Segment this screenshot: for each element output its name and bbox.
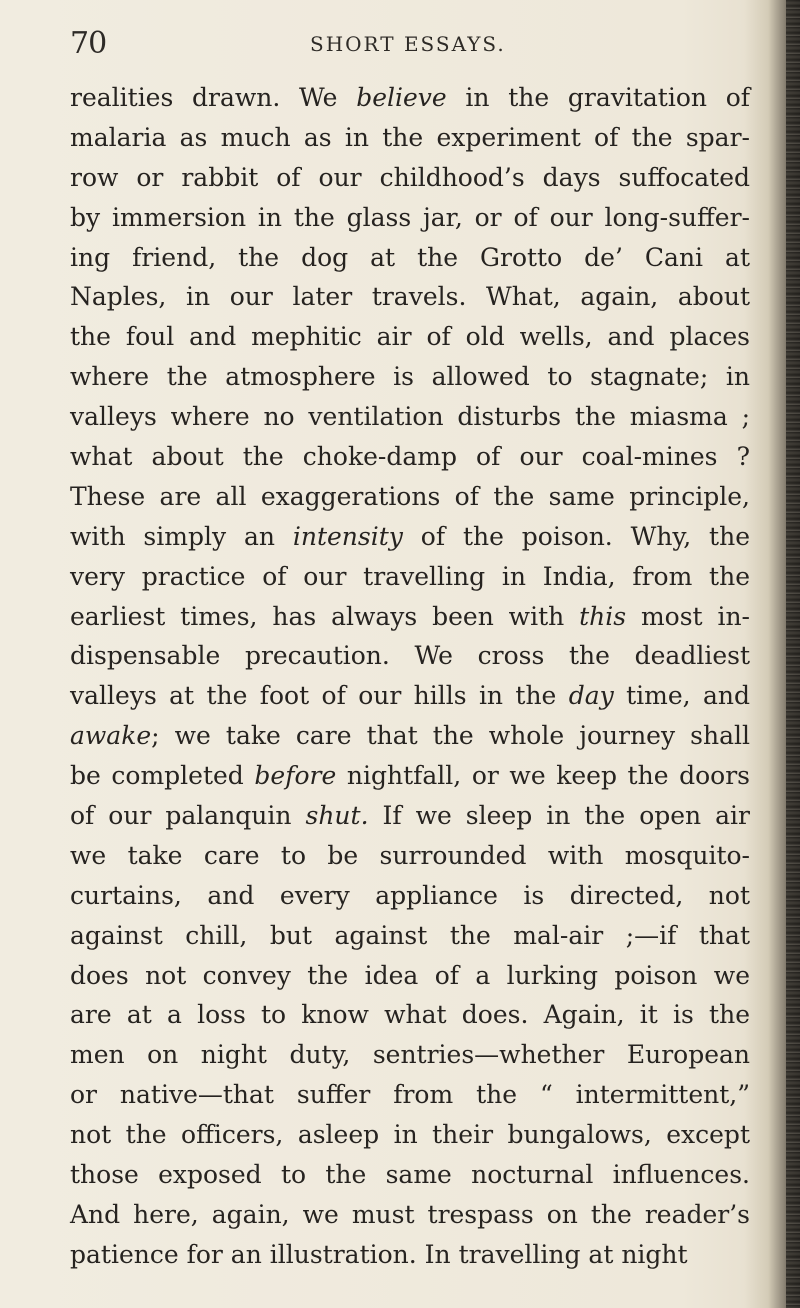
text-line xyxy=(70,636,750,676)
running-head: SHORT ESSAYS. xyxy=(310,32,506,56)
text-line xyxy=(70,1035,750,1075)
text-line xyxy=(70,1235,750,1275)
text-run: or native—that suffer from the “ intermittent,” xyxy=(70,1080,750,1110)
text-run: If we sleep in the open air xyxy=(368,801,750,831)
text-run: very practice of our travelling in India, from the xyxy=(70,561,750,591)
text-run: men on night duty, sentries—whether European xyxy=(70,1040,750,1070)
page-header xyxy=(70,26,710,62)
text-run: of our palanquin xyxy=(70,801,306,831)
text-line xyxy=(70,916,750,956)
text-line xyxy=(70,198,750,238)
italic-text: day xyxy=(568,681,614,711)
text-line xyxy=(70,956,750,996)
text-run: valleys where no ventilation disturbs the miasma ; xyxy=(70,402,750,432)
body-text xyxy=(70,78,750,1275)
text-run: patience for an illustration. In travelling at night xyxy=(70,1239,688,1269)
text-run: what about the choke-damp of our coal-mines ? xyxy=(70,442,750,472)
text-run: by immersion in the glass jar, or of our long-suffer- xyxy=(70,202,750,232)
text-line xyxy=(70,716,750,756)
text-run: in the gravitation of xyxy=(446,83,750,112)
text-run: nightfall, or we keep the doors xyxy=(336,761,750,791)
italic-text: this xyxy=(579,601,627,631)
text-run: earliest times, has always been with xyxy=(70,601,580,631)
italic-text: intensity xyxy=(292,521,403,551)
italic-text: awake xyxy=(70,721,152,751)
text-line xyxy=(70,1195,750,1235)
text-line xyxy=(70,836,750,876)
text-line xyxy=(70,676,750,716)
text-run: malaria as much as in the experiment of the spar- xyxy=(70,122,750,152)
text-line xyxy=(70,397,750,437)
text-line xyxy=(70,876,750,916)
text-line xyxy=(70,597,750,637)
text-line xyxy=(70,118,750,158)
text-line xyxy=(70,557,750,597)
text-line xyxy=(70,78,750,118)
text-line xyxy=(70,158,750,198)
italic-text: before xyxy=(254,761,337,791)
text-run: curtains, and every appliance is directed, not xyxy=(70,880,750,910)
text-run: dispensable precaution. We cross the deadliest xyxy=(70,641,750,671)
page-number: 70 xyxy=(70,26,107,61)
text-run: against chill, but against the mal-air ;—if that xyxy=(70,920,750,950)
text-run: most in- xyxy=(626,601,750,631)
text-run: be completed xyxy=(70,761,255,791)
text-run: with simply an xyxy=(70,521,293,551)
text-line xyxy=(70,1075,750,1115)
text-run: And here, again, we must trespass on the reader’s xyxy=(70,1199,750,1229)
text-line xyxy=(70,437,750,477)
text-line xyxy=(70,357,750,397)
text-run: not the officers, asleep in their bungalows, except xyxy=(70,1120,750,1150)
text-run: of the poison. Why, the xyxy=(402,521,750,551)
text-run: time, and xyxy=(613,681,750,711)
text-run: realities drawn. We xyxy=(70,83,357,112)
text-line xyxy=(70,517,750,557)
text-run: the foul and mephitic air of old wells, and places xyxy=(70,322,750,352)
page-edge-shadow xyxy=(786,0,800,1308)
text-run: does not convey the idea of a lurking poison we xyxy=(70,960,750,990)
text-run: ; we take care that the whole journey shall xyxy=(151,721,750,751)
text-run: valleys at the foot of our hills in the xyxy=(70,681,569,711)
text-run: those exposed to the same nocturnal influences. xyxy=(70,1160,750,1190)
text-run: where the atmosphere is allowed to stagnate; in xyxy=(70,362,750,392)
text-line xyxy=(70,756,750,796)
text-line xyxy=(70,238,750,278)
italic-text: believe xyxy=(356,83,447,112)
text-line xyxy=(70,277,750,317)
text-run: ing friend, the dog at the Grotto de’ Cani at xyxy=(70,242,750,272)
text-run: These are all exaggerations of the same principle, xyxy=(70,481,750,511)
text-line xyxy=(70,1115,750,1155)
text-run: Naples, in our later travels. What, again, about xyxy=(70,282,750,312)
text-run: row or rabbit of our childhood’s days suffocated xyxy=(70,162,750,192)
italic-text: shut. xyxy=(305,801,369,831)
text-line xyxy=(70,477,750,517)
text-run: we take care to be surrounded with mosquito- xyxy=(70,840,750,870)
text-line xyxy=(70,1155,750,1195)
text-run: are at a loss to know what does. Again, it is the xyxy=(70,1000,750,1030)
text-line xyxy=(70,317,750,357)
text-line xyxy=(70,796,750,836)
text-line xyxy=(70,995,750,1035)
